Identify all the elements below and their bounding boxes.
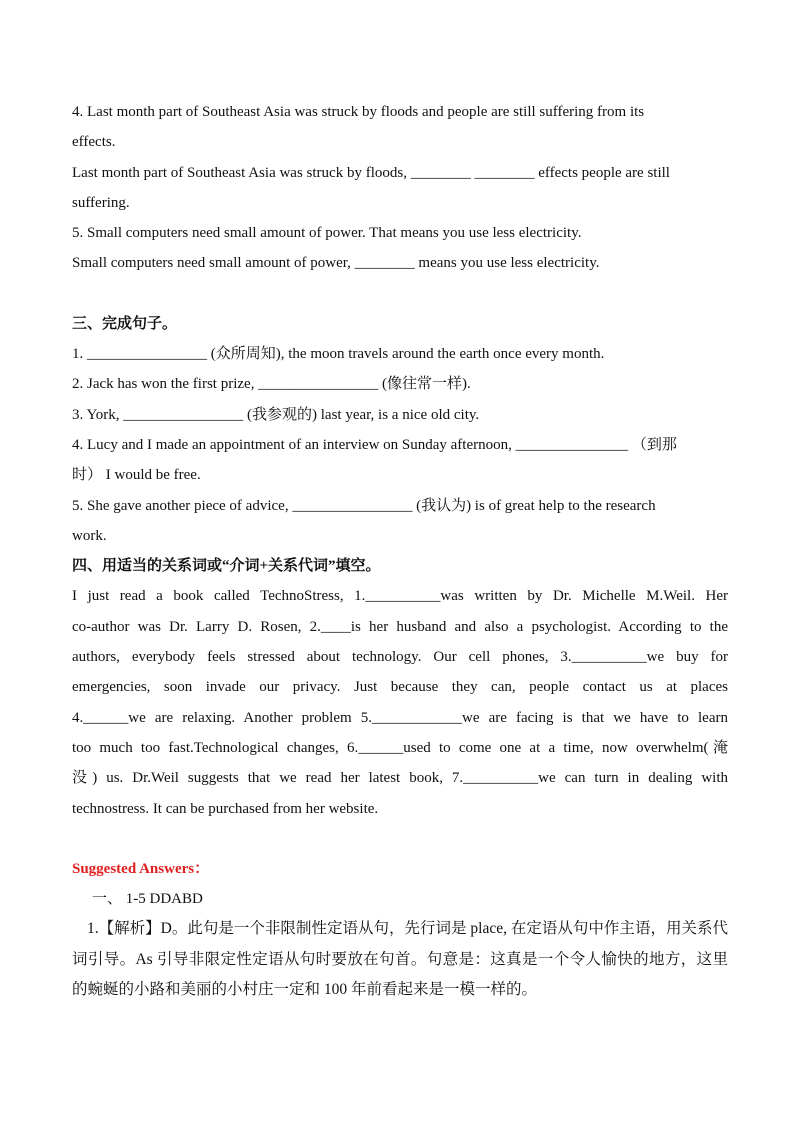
section2-q4-rewrite-line1: Last month part of Southeast Asia was struck by floods, ________ ________ effects people are still [72,164,670,181]
section4-line-7: 没) us. Dr.Weil suggests that we read her latest book, 7.__________we can turn in dealing with [72,770,728,787]
section2-q4-line2: effects. [72,134,116,151]
section2-q5-line1: 5. Small computers need small amount of power. That means you use less electricity. [72,225,582,242]
section4-line-3: authors, everybody feels stressed about technology. Our cell phones, 3.__________we buy for [72,649,728,666]
section2-q4-line1: 4. Last month part of Southeast Asia was struck by floods and people are still suffering from its [72,104,645,120]
section4-line-4: emergencies, soon invade our privacy. Just because they can, people contact us at places [72,679,728,696]
section2-q4-rewrite-line2: suffering. [72,194,130,211]
section2-q5-rewrite: Small computers need small amount of power, ________ means you use less electricity. [72,255,600,272]
section3-title: 三、完成句子。 [72,315,178,332]
spacer [72,279,728,309]
section4-line-5: 4.______we are relaxing. Another problem 5.____________we are facing is that we have to learn [72,709,728,726]
section4-line-2: co-author was Dr. Larry D. Rosen, 2.____is her husband and also a psychologist. According to the [72,618,728,635]
section4-line-1: I just read a book called TechnoStress, 1.__________was written by Dr. Michelle M.Weil. Her [72,588,728,605]
section3-item-5-line1: 5. She gave another piece of advice, ________________ (我认为) is of great help to the research [72,497,656,514]
section3-item-2: 2. Jack has won the first prize, ________________ (像往常一样). [72,376,471,393]
document-content [72,97,728,1005]
section4-line-8: technostress. It can be purchased from her website. [72,800,379,817]
section3-item-4-line1: 4. Lucy and I made an appointment of an interview on Sunday afternoon, _______________ （到那 [72,436,677,453]
section3-item-1: 1. ________________ (众所周知), the moon travels around the earth once every month. [72,346,605,363]
answers-title: Suggested Answers： [72,860,210,877]
spacer [72,824,728,854]
section3-item-5-line2: work. [72,527,107,544]
section3-item-4-line2: 时） I would be free. [72,467,201,484]
answers-part1-line: 一、 1-5 DDABD [92,891,203,908]
answer-analysis-1: 1.【解析】D。此句是一个非限制性定语从句，先行词是 place, 在定语从句中作主语，用关系代词引导。As 引导非限定性定语从句时要放在句首。句意是：这真是一个令人愉快的地方，这里的蜿蜒的小路和美丽的小村庄一定和 100 年前看起来是一模一样的。 [72,920,728,999]
section4-title: 四、用适当的关系词或“介词+关系代词”填空。 [72,558,381,575]
section4-line-6: too much too fast.Technological changes, 6.______used to come one at a time, now overwhelm(淹 [72,739,728,756]
section3-item-3: 3. York, ________________ (我参观的) last year, is a nice old city. [72,406,480,423]
